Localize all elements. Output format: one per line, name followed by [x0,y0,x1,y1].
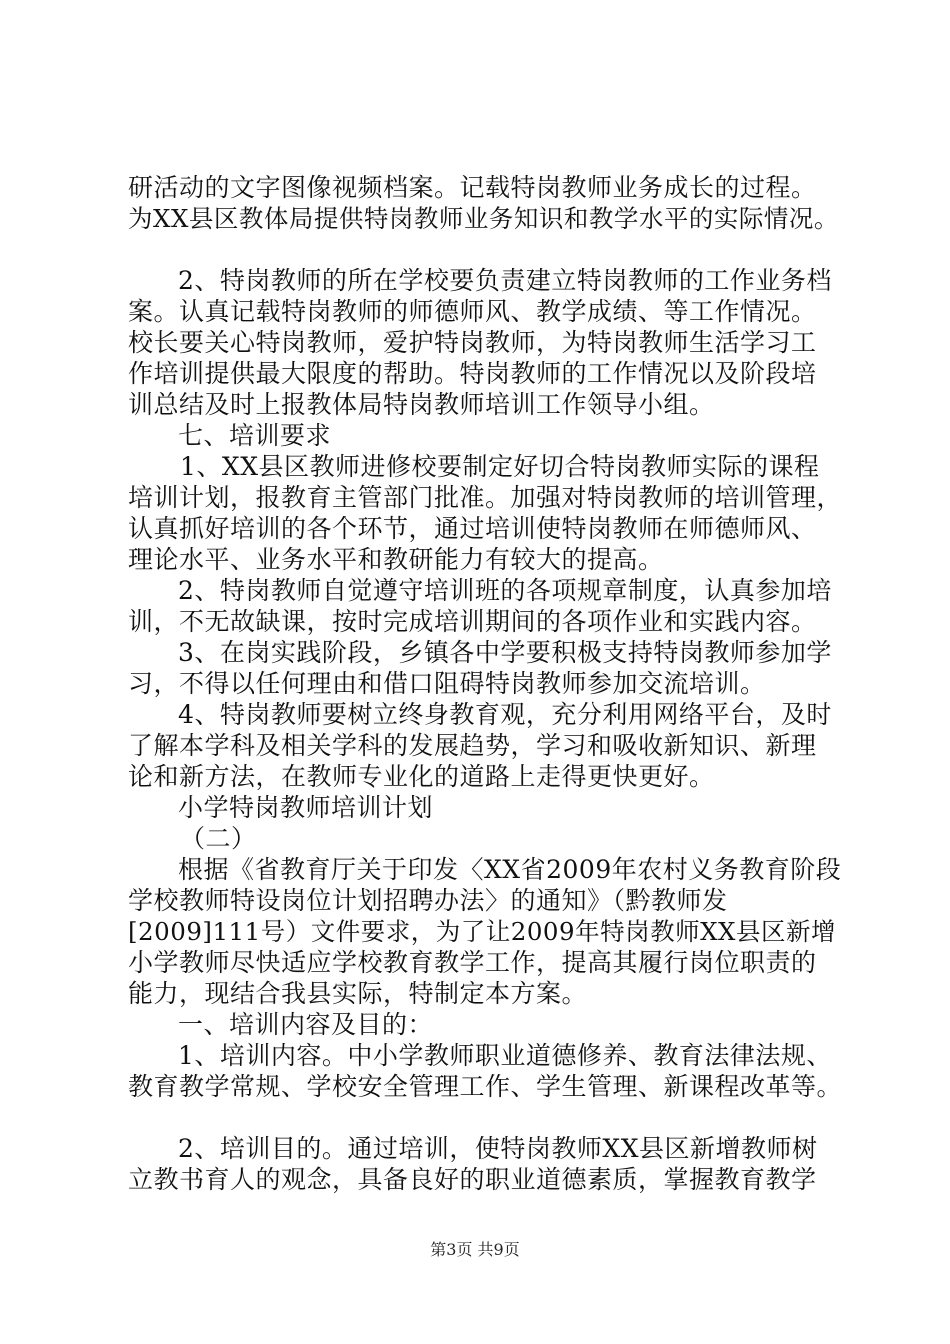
text-line: 理论水平、业务水平和教研能力有较大的提高。 [128,545,664,574]
text-line: 根据《省教育厅关于印发〈XX省2009年农村义务教育阶段 [178,855,842,884]
body-text [128,172,844,1195]
text-line: 论和新方法，在教师专业化的道路上走得更快更好。 [128,762,715,791]
section-heading: 一、培训内容及目的： [178,1010,434,1039]
text-line: 学校教师特设岗位计划招聘办法〉的通知》（黔教师发 [128,886,728,915]
document-title: 小学特岗教师培训计划 [178,793,434,822]
text-line: 培训计划，报教育主管部门批准。加强对特岗教师的培训管理， [128,483,843,512]
text-line: 2、培训目的。通过培训，使特岗教师XX县区新增教师树 [178,1134,818,1163]
document-subtitle: （二） [180,824,257,853]
text-line: 小学教师尽快适应学校教育教学工作，提高其履行岗位职责的 [128,948,817,977]
text-line: 为XX县区教体局提供特岗教师业务知识和教学水平的实际情况。 [128,204,839,233]
text-line: 案。认真记载特岗教师的师德师风、教学成绩、等工作情况。 [128,297,817,326]
text-line: 立教书育人的观念，具备良好的职业道德素质，掌握教育教学 [128,1165,817,1194]
text-line: 3、在岗实践阶段，乡镇各中学要积极支持特岗教师参加学 [178,638,832,667]
text-line: 1、培训内容。中小学教师职业道德修养、教育法律法规、 [178,1041,832,1070]
text-line: 了解本学科及相关学科的发展趋势，学习和吸收新知识、新理 [128,731,817,760]
page-number: 第3页 共9页 [430,1240,520,1259]
text-line: 2、特岗教师自觉遵守培训班的各项规章制度，认真参加培 [178,576,832,605]
text-line: 认真抓好培训的各个环节，通过培训使特岗教师在师德师风、 [128,514,817,543]
text-line: 习，不得以任何理由和借口阻碍特岗教师参加交流培训。 [128,669,766,698]
text-line: 2、特岗教师的所在学校要负责建立特岗教师的工作业务档 [178,266,832,295]
section-heading: 七、培训要求 [178,421,332,450]
text-line: 作培训提供最大限度的帮助。特岗教师的工作情况以及阶段培 [128,359,817,388]
text-line: 4、特岗教师要树立终身教育观，充分利用网络平台，及时 [178,700,832,729]
text-line: 能力，现结合我县实际，特制定本方案。 [128,979,588,1008]
text-line: 校长要关心特岗教师，爱护特岗教师，为特岗教师生活学习工 [128,328,817,357]
text-line: 教育教学常规、学校安全管理工作、学生管理、新课程改革等。 [128,1072,843,1101]
text-line: 研活动的文字图像视频档案。记载特岗教师业务成长的过程。 [128,173,817,202]
paragraph-gap [128,234,844,265]
text-line: [2009]111号）文件要求，为了让2009年特岗教师XX县区新增 [128,917,836,946]
paragraph-gap [128,1102,844,1133]
text-line: 训，不无故缺课，按时完成培训期间的各项作业和实践内容。 [128,607,817,636]
page-footer [0,1240,950,1260]
text-line: 1、XX县区教师进修校要制定好切合特岗教师实际的课程 [180,452,820,481]
text-line: 训总结及时上报教体局特岗教师培训工作领导小组。 [128,390,715,419]
